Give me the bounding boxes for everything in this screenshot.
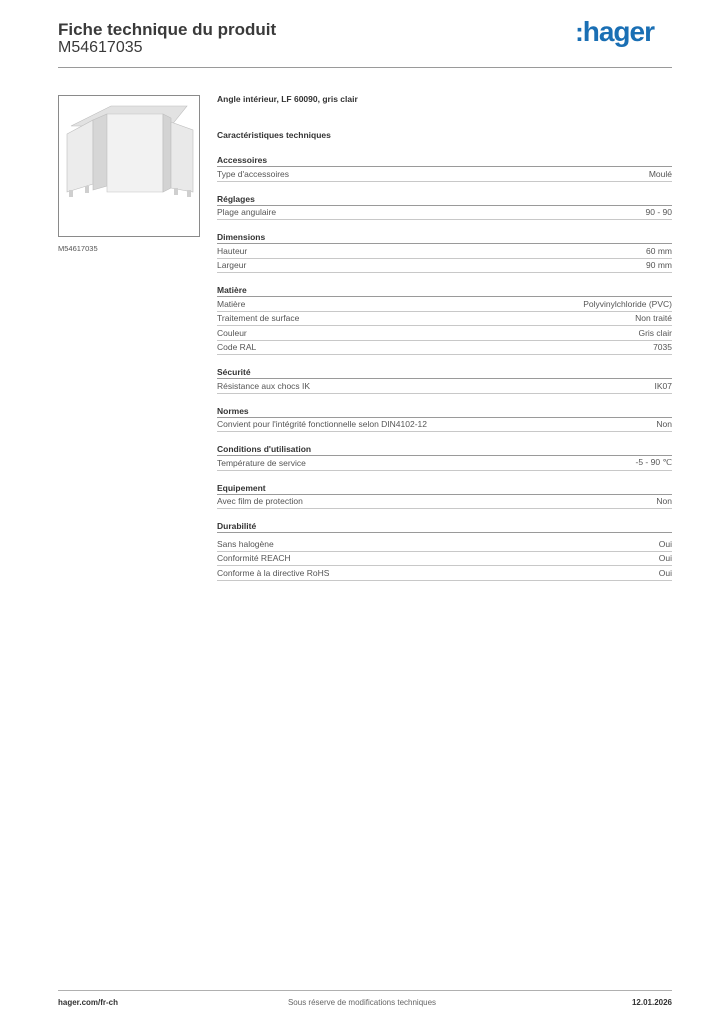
corner-piece-illustration	[59, 96, 199, 236]
spec-value: 90 mm	[646, 260, 672, 271]
spec-row	[217, 326, 672, 341]
spec-value: Oui	[658, 567, 672, 578]
section-title: Durabilité	[217, 520, 672, 533]
spec-row	[217, 206, 672, 221]
spec-value: Non	[656, 496, 672, 507]
spec-row	[217, 312, 672, 327]
section-title: Equipement	[217, 482, 672, 495]
spec-value: IK07	[654, 380, 672, 391]
spec-label: Couleur	[217, 327, 247, 338]
spec-value: 90 - 90	[645, 207, 672, 218]
spec-row	[217, 566, 672, 581]
spec-row	[217, 167, 672, 182]
spec-value: Gris clair	[638, 327, 672, 338]
spec-value: Moulé	[648, 168, 672, 179]
product-reference: M54617035	[58, 39, 143, 56]
spec-row	[217, 341, 672, 356]
spec-value: 7035	[653, 342, 672, 353]
spec-content	[217, 94, 672, 592]
spec-row	[217, 552, 672, 567]
section-dimensions	[217, 231, 672, 273]
spec-label: Avec film de protection	[217, 496, 303, 507]
spec-row	[217, 495, 672, 510]
spec-label: Traitement de surface	[217, 313, 300, 324]
spec-label: Hauteur	[217, 245, 248, 256]
spec-row	[217, 379, 672, 394]
page-title: Fiche technique du produit	[58, 20, 277, 39]
section-title: Sécurité	[217, 366, 672, 379]
spec-value: Polyvinylchloride (PVC)	[583, 298, 672, 309]
spec-value: 60 mm	[646, 245, 672, 256]
footer-disclaimer: Sous réserve de modifications techniques	[287, 998, 437, 1007]
spec-label: Convient pour l'intégrité fonctionnelle selon DIN4102-12	[217, 419, 428, 430]
spec-value: Oui	[658, 538, 672, 549]
image-caption: M54617035	[58, 244, 98, 253]
tech-heading: Caractéristiques techniques	[217, 130, 331, 140]
section-durabilite	[217, 520, 672, 581]
spec-label: Résistance aux chocs IK	[217, 380, 311, 391]
section-title: Conditions d'utilisation	[217, 443, 672, 456]
product-name: Angle intérieur, LF 60090, gris clair	[217, 94, 358, 104]
spec-label: Sans halogène	[217, 538, 274, 549]
product-image	[58, 95, 200, 237]
footer-website-link[interactable]: hager.com/fr-ch	[58, 998, 119, 1007]
spec-row	[217, 244, 672, 259]
spec-row	[217, 456, 672, 471]
spec-label: Température de service	[217, 457, 306, 468]
section-title: Matière	[217, 284, 672, 297]
spec-row	[217, 418, 672, 433]
spec-row	[217, 259, 672, 274]
spec-label: Matière	[217, 298, 246, 309]
footer-date: 12.01.2026	[631, 998, 672, 1007]
spec-row	[217, 537, 672, 552]
spec-value: Non	[656, 419, 672, 430]
spec-label: Plage angulaire	[217, 207, 277, 218]
section-title: Réglages	[217, 193, 672, 206]
hager-logo: :hager	[575, 16, 654, 47]
spec-value: Non traité	[635, 313, 672, 324]
spec-row	[217, 297, 672, 312]
section-conditions	[217, 443, 672, 471]
spec-label: Code RAL	[217, 342, 257, 353]
section-reglages	[217, 193, 672, 221]
section-normes	[217, 405, 672, 433]
section-accessoires	[217, 154, 672, 182]
footer-divider	[58, 990, 672, 991]
spec-value: -5 - 90 ℃	[635, 457, 672, 468]
section-securite	[217, 366, 672, 394]
section-title: Normes	[217, 405, 672, 418]
section-matiere	[217, 284, 672, 355]
header-divider	[58, 67, 672, 68]
section-title: Dimensions	[217, 231, 672, 244]
spec-label: Type d'accessoires	[217, 168, 290, 179]
spec-value: Oui	[658, 553, 672, 564]
section-equipement	[217, 482, 672, 510]
spec-label: Largeur	[217, 260, 247, 271]
section-title: Accessoires	[217, 154, 672, 167]
spec-label: Conforme à la directive RoHS	[217, 567, 330, 578]
spec-label: Conformité REACH	[217, 553, 291, 564]
